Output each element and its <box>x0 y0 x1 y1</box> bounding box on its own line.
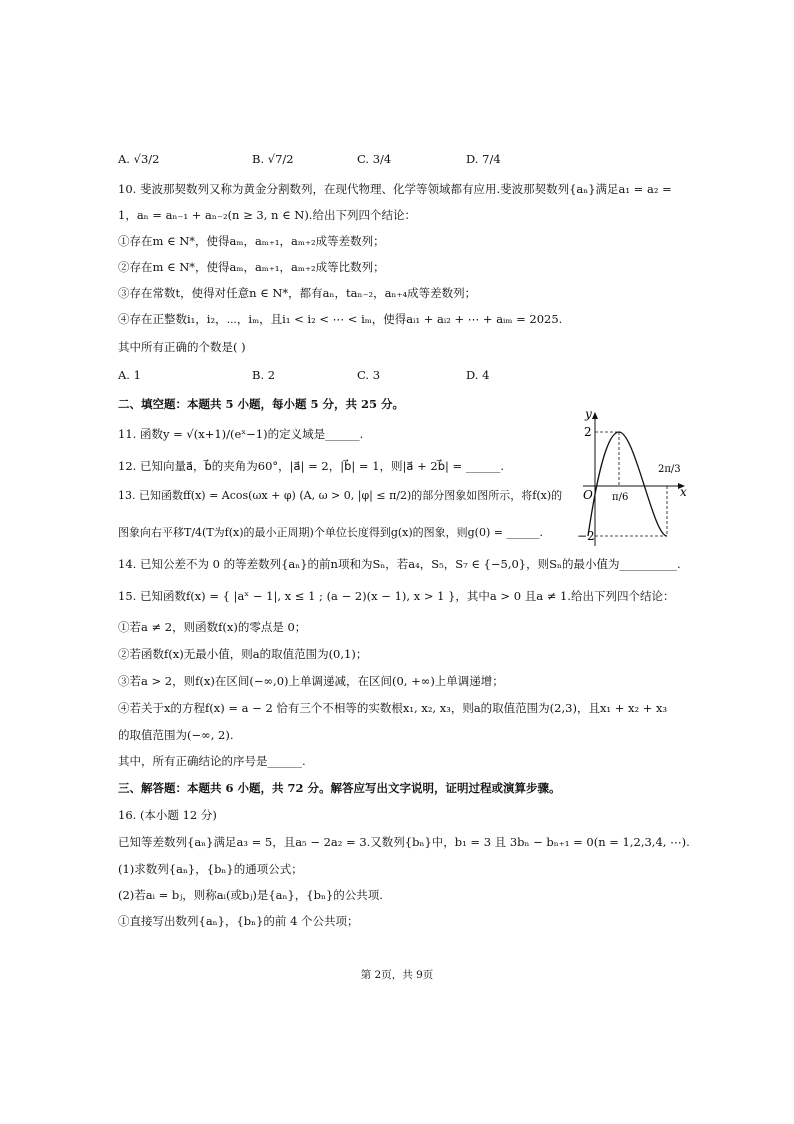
q16-part1: (1)求数列{aₙ}，{bₙ}的通项公式； <box>118 862 303 876</box>
q10-option-d: D. 4 <box>466 368 490 382</box>
q15-statement-4-line2: 的取值范围为(−∞, 2). <box>118 728 234 742</box>
q10-statement-2: ②存在m ∈ N*，使得aₘ，aₘ₊₁，aₘ₊₂成等比数列； <box>118 260 385 274</box>
q10-question: 其中所有正确的个数是( ) <box>118 340 246 354</box>
q16-stem: 已知等差数列{aₙ}满足a₃ = 5，且a₅ − 2a₂ = 3.又数列{bₙ}中，b₁ = 3 且 3bₙ − bₙ₊₁ = 0(n = 1,2,3,4, ⋯). <box>118 835 690 849</box>
q15-statement-3: ③若a > 2，则f(x)在区间(−∞,0)上单调递减，在区间(0, +∞)上单调递增； <box>118 674 504 688</box>
q15-statement-4-line1: ④若关于x的方程f(x) = a − 2 恰有三个不相等的实数根x₁, x₂, x₃，则a的取值范围为(2,3)，且x₁ + x₂ + x₃ <box>118 701 668 715</box>
q10-stem-line2: 1，aₙ = aₙ₋₁ + aₙ₋₂(n ≥ 3, n ∈ N).给出下列四个结论： <box>118 208 416 222</box>
q15-statement-2: ②若函数f(x)无最小值，则a的取值范围为(0,1)； <box>118 647 368 661</box>
q9-option-c: C. 3/4 <box>357 152 392 166</box>
y-min-label: −2 <box>577 529 595 543</box>
q15-statement-1: ①若a ≠ 2，则函数f(x)的零点是 0； <box>118 620 307 634</box>
y-axis-label: y <box>585 407 592 421</box>
y-axis-arrow <box>592 412 598 419</box>
section2-title: 二、填空题：本题共 5 小题，每小题 5 分，共 25 分。 <box>118 397 405 411</box>
page-footer: 第 2页，共 9页 <box>360 969 434 981</box>
q12: 12. 已知向量a⃗，b⃗的夹角为60°，|a⃗| = 2，|b⃗| = 1，则|a⃗ + 2b⃗| = ______. <box>118 459 505 473</box>
q10-stem-line1: 10. 斐波那契数列又称为黄金分割数列，在现代物理、化学等领域都有应用.斐波那契数列{aₙ}满足a₁ = a₂ = <box>118 182 672 196</box>
q10-option-b: B. 2 <box>252 368 276 382</box>
q11: 11. 函数y = √(x+1)/(eˣ−1)的定义域是______. <box>118 427 364 441</box>
origin-label: O <box>583 488 593 502</box>
cosine-graph <box>555 406 695 552</box>
q10-statement-1: ①存在m ∈ N*，使得aₘ，aₘ₊₁，aₘ₊₂成等差数列； <box>118 234 385 248</box>
x-tick1-label: π/6 <box>612 492 629 503</box>
q10-option-a: A. 1 <box>118 368 141 382</box>
q13-line1: 13. 已知函数ff(x) = Acos(ωx + φ) (A, ω > 0, |φ| ≤ π/2)的部分图象如图所示，将f(x)的 <box>118 489 563 502</box>
cosine-curve <box>588 432 667 536</box>
q16-part2: (2)若aᵢ = bⱼ，则称aᵢ(或bⱼ)是{aₙ}，{bₙ}的公共项. <box>118 888 383 902</box>
q16-part2a: ①直接写出数列{aₙ}，{bₙ}的前 4 个公共项； <box>118 914 359 928</box>
q13-line2: 图象向右平移T/4(T为f(x)的最小正周期)个单位长度得到g(x)的图象，则g(0) = ______. <box>118 526 543 539</box>
x-tick2-label: 2π/3 <box>658 464 681 475</box>
y-max-label: 2 <box>584 425 592 439</box>
q16-header: 16. (本小题 12 分) <box>118 808 217 822</box>
q14: 14. 已知公差不为 0 的等差数列{aₙ}的前n项和为Sₙ，若a₄，S₅，S₇ ∈ {−5,0}，则Sₙ的最小值为__________. <box>118 557 681 571</box>
q10-option-c: C. 3 <box>357 368 381 382</box>
q15-stem: 15. 已知函数f(x) = { |aˣ − 1|, x ≤ 1 ; (a − 2)(x − 1), x > 1 }，其中a > 0 且a ≠ 1.给出下列四个结论： <box>118 589 675 603</box>
q10-statement-3: ③存在常数t，使得对任意n ∈ N*，都有aₙ，taₙ₋₂，aₙ₊₄成等差数列； <box>118 286 477 300</box>
x-axis-label: x <box>680 485 687 499</box>
q9-option-a: A. √3/2 <box>118 152 160 166</box>
q9-option-d: D. 7/4 <box>466 152 501 166</box>
q9-option-b: B. √7/2 <box>252 152 294 166</box>
q10-statement-4: ④存在正整数i₁，i₂，⋯，iₘ，且i₁ < i₂ < ⋯ < iₘ，使得aᵢ₁ + aᵢ₂ + ⋯ + aᵢₘ = 2025. <box>118 312 563 326</box>
section3-title: 三、解答题：本题共 6 小题，共 72 分。解答应写出文字说明，证明过程或演算步骤。 <box>118 781 561 795</box>
q15-question: 其中，所有正确结论的序号是______. <box>118 754 306 768</box>
